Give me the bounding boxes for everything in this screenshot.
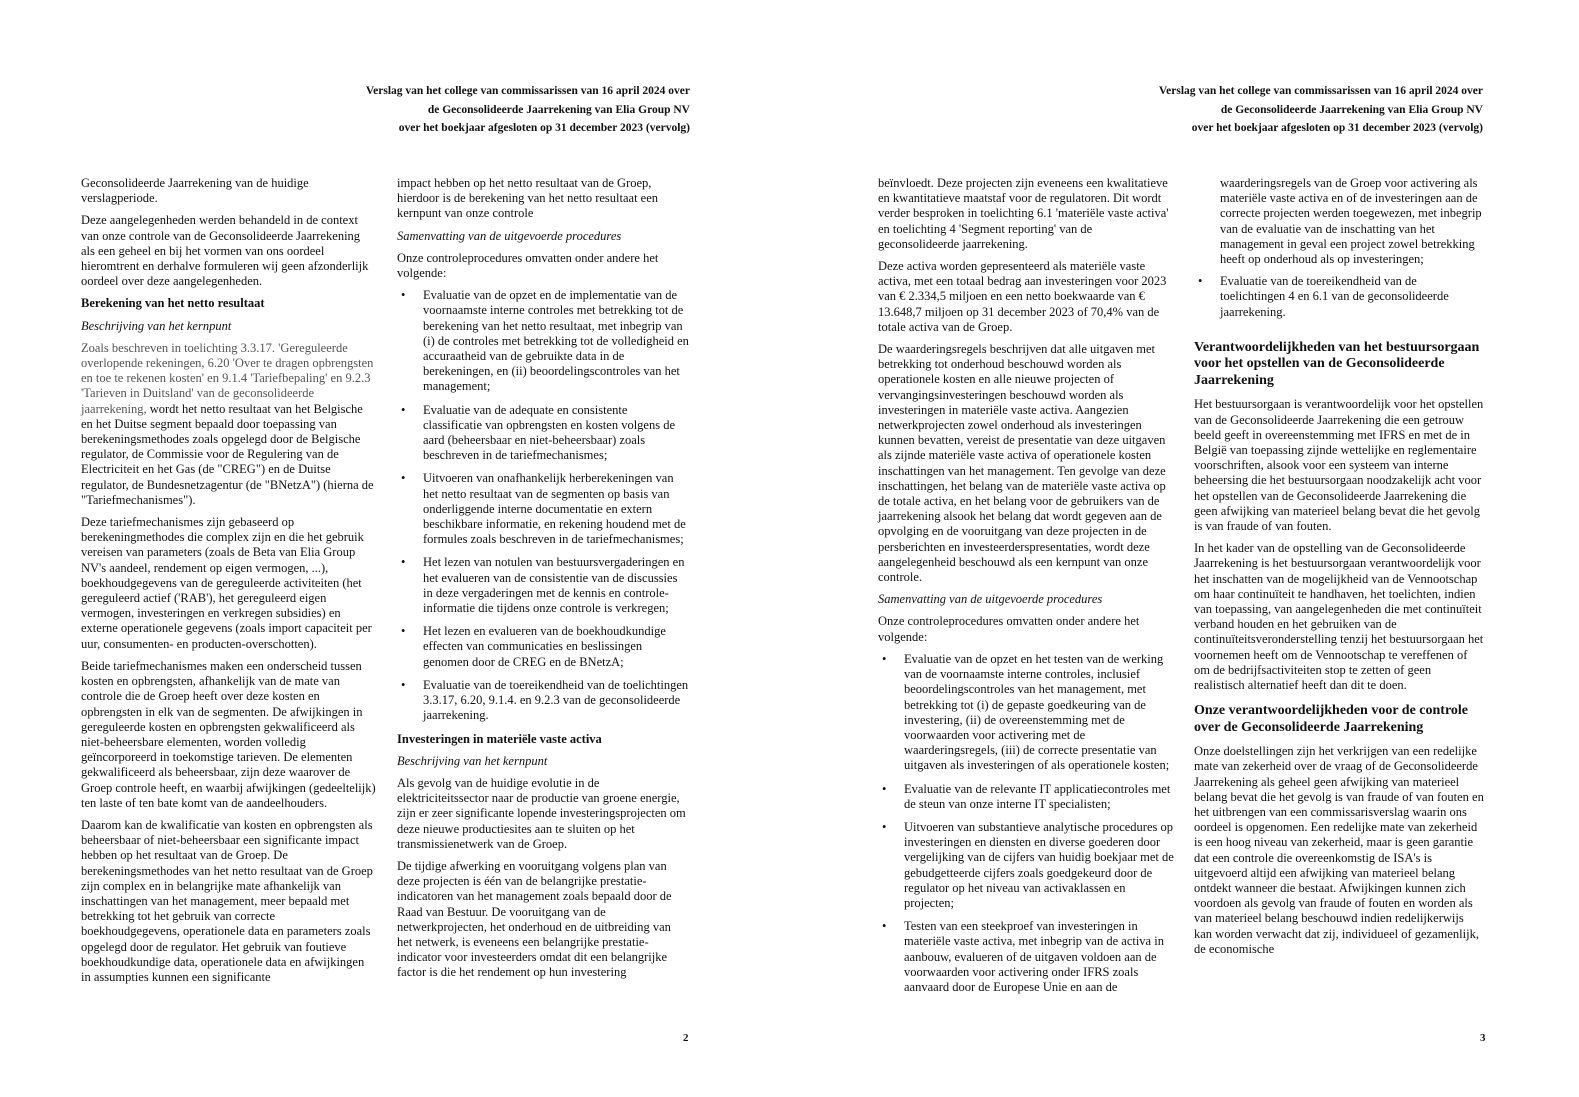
list-item: • Evaluatie van de opzet en de implementatie van de voornaamste interne controles met betrekking tot de berekening van het netto resultaat, met inbegrip van (i) de controles met betrekking tot de volledigheid en accuraatheid van de gebruikte data in de berekeningen, en (ii) beoordelingscontroles van het management; [423, 288, 689, 394]
header-line-2: de Geconsolideerde Jaarrekening van Elia Group NV [1220, 103, 1483, 116]
header-line-1: Verslag van het college van commissarissen van 16 april 2024 over [1158, 85, 1483, 97]
paragraph: Onze doelstellingen zijn het verkrijgen van een redelijke mate van zekerheid over de vraag of de Geconsolideerde Jaarrekening als geheel geen afwijking van materieel belang bevat die het gevolg is van fraude of van fouten en het uitbrengen van een commissarisverslag waarin ons oordeel is opgenomen. Een redelijke mate van zekerheid is een hoog niveau van zekerheid, maar is geen garantie dat een controle die overeenkomstig de ISA's is uitgevoerd altijd een afwijking van materieel belang ontdekt wanneer die bestaat. Afwijkingen kunnen zich voordoen als gevolg van fraude of fouten en worden als van materieel belang beschouwd indien redelijkerwijs kan worden verwacht dat zij, individueel of gezamenlijk, de economische [1194, 744, 1484, 956]
list-item: • Het lezen van notulen van bestuursvergaderingen en het evalueren van de consistentie van de discussies in deze vergaderingen met de kennis en controle-informatie die tijdens onze controle is verkregen; [423, 555, 689, 616]
procedures-list [397, 288, 689, 723]
section-heading-verantwoordelijkheden-bestuursorgaan: Verantwoordelijkheden van het bestuursorgaan voor het opstellen van de Geconsolideerde Jaarrekening [1194, 339, 1480, 388]
header-line-3: over het boekjaar afgesloten op 31 december 2023 (vervolg) [1191, 122, 1483, 134]
list-item: • Het lezen en evalueren van de boekhoudkundige effecten van communicaties en beslissingen genomen door de CREG en de BNetzA; [423, 624, 689, 670]
page-number: 3 [1480, 1032, 1486, 1044]
header-line-1: Verslag van het college van commissarissen van 16 april 2024 over [365, 85, 690, 97]
paragraph-grey-part: Zoals beschreven in toelichting 3.3.17. 'Gereguleerde overlopende rekeningen, 6.20 'Over te dragen opbrengsten en toe te rekenen kosten' en 9.1.4 'Tariefbepaling' en 9.2.3 'Tarieven in Duitsland' van de geconsolideerde jaarrekening, [81, 340, 374, 416]
list-item: • Uitvoeren van substantieve analytische procedures op investeringen en diensten en diverse goederen door vergelijking van de cijfers van huidig boekjaar met de gebudgetteerde cijfers zoals goedgekeurd door de regulator op het niveau van activaklassen en projecten; [904, 820, 1176, 911]
paragraph: Onze controleprocedures omvatten onder andere het volgende: [397, 250, 659, 281]
section-heading-netto-resultaat: Berekening van het netto resultaat [81, 296, 265, 311]
procedures-list [878, 652, 1176, 995]
page-header [1159, 82, 1483, 138]
page-number: 2 [683, 1032, 689, 1044]
procedures-list [1194, 274, 1484, 320]
paragraph: impact hebben op het netto resultaat van de Groep, hierdoor is de berekening van het netto resultaat een kernpunt van onze controle [397, 176, 659, 221]
paragraph: In het kader van de opstelling van de Geconsolideerde Jaarrekening is het bestuursorgaan verantwoordelijk voor het inschatten van de mogelijkheid van de Vennootschap om haar continuïteit te handhaven, het toelichten, indien van toepassing, van aangelegenheden die met continuïteit verband houden en het gebruiken van de continuïteitsveronderstelling tenzij het bestuursorgaan het voornemen heeft om de Vennootschap te vereffenen of om de bedrijfsactiviteiten stop te zetten of geen realistisch alternatief heeft dan dit te doen. [1194, 541, 1484, 692]
header-line-2: de Geconsolideerde Jaarrekening van Elia Group NV [427, 103, 690, 116]
paragraph: beïnvloedt. Deze projecten zijn eveneens een kwalitatieve en kwantitatieve maatstaf voor de regulatoren. Dit wordt verder besproken in toelichting 6.1 'materiële vaste activa' en toelichting 4 'Segment reporting' van de geconsolideerde jaarrekening. [878, 176, 1169, 251]
subheading-samenvatting: Samenvatting van de uitgevoerde procedures [878, 592, 1103, 607]
paragraph: Geconsolideerde Jaarrekening van de huidige verslagperiode. [81, 176, 309, 206]
text-column-2 [397, 176, 689, 988]
paragraph: Beide tariefmechanismes maken een onderscheid tussen kosten en opbrengsten, afhankelijk van de mate van controle die de Groep heeft over deze kosten en opbrengsten in elk van de segmenten. De afwijkingen in gereguleerde kosten en opbrengsten gekwalificeerd als niet-beheersbare elementen, worden volledig geïncorporeerd in toekomstige tarieven. De elementen gekwalificeerd als beheersbaar, zijn deze waarover de Groep controle heeft, en waarbij afwijkingen (gedeeltelijk) ten laste of ten bate komt van de aandeelhouders. [81, 658, 376, 810]
subheading-beschrijving: Beschrijving van het kernpunt [81, 318, 232, 333]
page-right [790, 0, 1579, 1097]
paragraph: Deze activa worden gepresenteerd als materiële vaste activa, met een totaal bedrag aan investeringen voor 2023 van € 2.334,5 miljoen en een netto boekwaarde van € 13.648,7 miljoen op 31 december 2023 of 70,4% van de totale activa van de Groep. [878, 259, 1167, 334]
page-header [366, 82, 690, 138]
list-item: • Testen van een steekproef van investeringen in materiële vaste activa, met inbegrip van de activa in aanbouw, evalueren of de uitgaven voldoen aan de voorwaarden voor activering onder IFRS zoals aanvaard door de Europese Unie en aan de [904, 919, 1176, 995]
list-item: • Evaluatie van de toereikendheid van de toelichtingen 3.3.17, 6.20, 9.1.4. en 9.2.3 van de geconsolideerde jaarrekening. [423, 678, 689, 724]
list-item: • Evaluatie van de opzet en het testen van de werking van de voornaamste interne controles, inclusief beoordelingscontroles van het management, met betrekking tot (i) de gepaste goedkeuring van de investering, (ii) de overeenstemming met de voorwaarden voor activering met de waarderingsregels, (iii) de correcte presentatie van uitgaven als investeringen of als operationele kosten; [904, 652, 1176, 774]
paragraph: De tijdige afwerking en vooruitgang volgens plan van deze projecten is één van de belangrijke prestatie-indicatoren van het management zoals bepaald door de Raad van Bestuur. De vooruitgang van de netwerkprojecten, het onderhoud en de uitbreiding van het netwerk, is eveneens een belangrijke prestatie-indicator voor investeerders omdat dit een belangrijke factor is die het rendement op hun investering [397, 858, 672, 980]
subheading-beschrijving: Beschrijving van het kernpunt [397, 753, 548, 768]
paragraph: Het bestuursorgaan is verantwoordelijk voor het opstellen van de Geconsolideerde Jaarrekening die een getrouw beeld geeft in overeenstemming met IFRS en met de in België van toepassing zijnde wettelijke en reglementaire voorschriften, alsook voor een systeem van interne beheersing die het bestuursorgaan noodzakelijk acht voor het opstellen van de Geconsolideerde Jaarrekening die geen afwijking van materieel belang bevat die het gevolg is van fraude of van fouten. [1194, 397, 1484, 533]
text-column-1 [81, 176, 376, 992]
paragraph: Deze tariefmechanismes zijn gebaseerd op berekeningmethodes die complex zijn en die het gebruik vereisen van parameters (zoals de Beta van Elia Group NV's aandeel, rendement op eigen vermogen, ...), boekhoudgegevens van de gereguleerde activiteiten (het gereguleerd actief ('RAB'), het gereguleerd eigen vermogen, investeringen en verkregen subsidies) en externe operationele gegevens (zoals import capaciteit per uur, consumenten- en producten-overschotten). [81, 515, 372, 651]
text-column-1 [878, 176, 1176, 1003]
text-column-2 [1194, 176, 1484, 964]
paragraph: Onze controleprocedures omvatten onder andere het volgende: [878, 614, 1140, 644]
paragraph: Daarom kan de kwalificatie van kosten en opbrengsten als beheersbaar of niet-beheersbaar een significante impact hebben op het resultaat van de Groep. De berekeningsmethodes van het netto resultaat van de Groep zijn complex en in belangrijke mate afhankelijk van inschattingen van het management, meer bepaald met betrekking tot het gebruik van correcte boekhoudgegevens, operationele data en parameters zoals opgelegd door de regulator. Het gebruik van foutieve boekhoudkundige data, operationele data en afwijkingen in assumpties kunnen een significante [81, 817, 373, 984]
header-line-3: over het boekjaar afgesloten op 31 december 2023 (vervolg) [398, 122, 690, 134]
list-item: • Evaluatie van de toereikendheid van de toelichtingen 4 en 6.1 van de geconsolideerde jaarrekening. [1220, 274, 1484, 320]
paragraph: Deze aangelegenheden werden behandeld in de context van onze controle van de Geconsolideerde Jaarrekening als een geheel en bij het vormen van ons oordeel hieromtrent en derhalve formuleren wij geen afzonderlijk oordeel over deze aangelegenheden. [81, 213, 369, 289]
paragraph: Als gevolg van de huidige evolutie in de elektriciteitssector naar de productie van groene energie, zijn er zeer significante lopende investeringsprojecten om deze nieuwe productiesites aan te sluiten op het transmissienetwerk van de Groep. [397, 775, 686, 851]
list-item: • Evaluatie van de relevante IT applicatiecontroles met de steun van onze interne IT specialisten; [904, 782, 1176, 812]
section-heading-verantwoordelijkheden-controle: Onze verantwoordelijkheden voor de controle over de Geconsolideerde Jaarrekening [1194, 703, 1469, 735]
paragraph: De waarderingsregels beschrijven dat alle uitgaven met betrekking tot onderhoud beschouwd worden als operationele kosten en alle nieuwe projecten of vervangingsinvesteringen beschouwd worden als investeringen in materiële vaste activa. Aangezien netwerkprojecten zowel onderhoud als investeringen kunnen bevatten, vereist de presentatie van deze uitgaven als zijnde materiële vaste activa of operationele kosten inschattingen van het management. Ten gevolge van deze inschattingen, het belang van de materiële vaste activa op de totale activa, en het belang voor de gebruikers van de jaarrekening alsook het belang dat wordt gegeven aan de opvolging en de vooruitgang van deze projecten in de persberichten en investeerderspresentaties, wordt deze aangelegenheid beschouwd als een kernpunt van onze controle. [878, 342, 1166, 585]
list-continuation: waarderingsregels van de Groep voor activering als materiële vaste activa en of de investeringen aan de correcte projecten werden toegewezen, met inbegrip van de evaluatie van de inschatting van het management in geval een project zowel betrekking heeft op onderhoud als op investeringen; [1220, 176, 1482, 267]
paragraph-part: wordt het netto resultaat van het Belgische en het Duitse segment bepaald door toepassing van berekeningsmethodes zoals opgelegd door de Belgische regulator, de Commissie voor de Regulering van de Electriciteit en het Gas (de "CREG") en de Duitse regulator, de Bundesnetzagentur (de "BNetzA") (hierna de "Tariefmechanismes"). [81, 401, 374, 507]
paragraph [81, 341, 376, 508]
list-item: • Evaluatie van de adequate en consistente classificatie van opbrengsten en kosten volgens de aard (beheersbaar en niet-beheersbaar) zoals beschreven in de tariefmechanismes; [423, 403, 689, 464]
section-heading-investeringen: Investeringen in materiële vaste activa [397, 731, 602, 746]
list-item: • Uitvoeren van onafhankelijk herberekeningen van het netto resultaat van de segmenten op basis van onderliggende interne documentatie en extern beschikbare informatie, en rekening houdend met de formules zoals beschreven in de tariefmechanismes; [423, 471, 689, 547]
subheading-samenvatting: Samenvatting van de uitgevoerde procedures [397, 228, 622, 243]
